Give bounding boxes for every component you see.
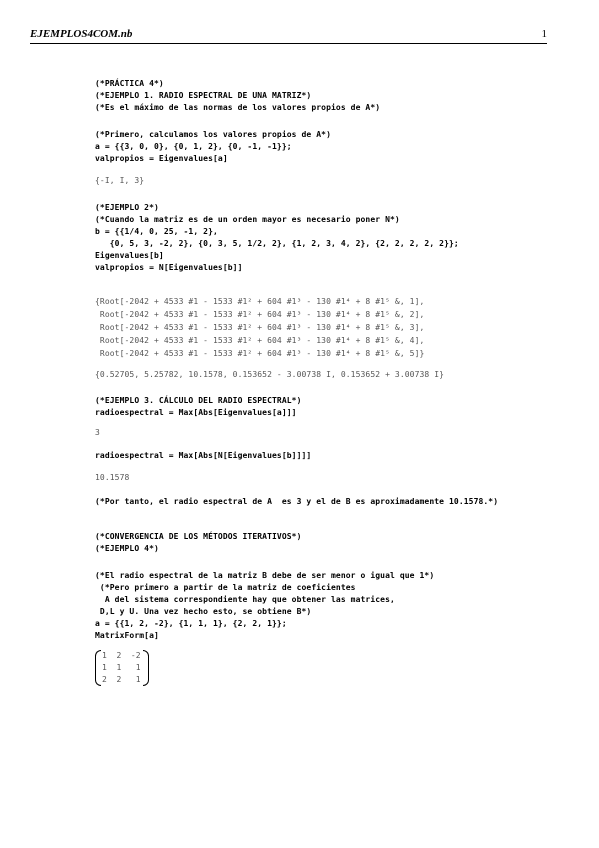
code-line: a = {{1, 2, -2}, {1, 1, 1}, {2, 2, 1}};: [95, 619, 287, 628]
output-line: 10.1578: [95, 473, 130, 482]
code-line: A del sistema correspondiente hay que obtener las matrices,: [95, 595, 395, 604]
code-line: D,L y U. Una vez hecho esto, se obtiene B*): [95, 607, 312, 616]
code-line: (*Es el máximo de las normas de los valores propios de A*): [95, 103, 381, 112]
left-paren: [95, 650, 101, 686]
code-line: (*PRÁCTICA 4*): [95, 79, 164, 88]
code-line: radioespectral = Max[Abs[Eigenvalues[a]]]: [95, 408, 297, 417]
page-number: 1: [541, 28, 547, 40]
code-line: valpropios = N[Eigenvalues[b]]: [95, 263, 243, 272]
notebook-title: EJEMPLOS4COM.nb: [30, 28, 133, 40]
code-line: (*El radio espectral de la matriz B debe de ser menor o igual que 1*): [95, 571, 435, 580]
code-line: radioespectral = Max[Abs[N[Eigenvalues[b]]]]: [95, 451, 312, 460]
right-paren: [143, 650, 149, 686]
output-line: 3: [95, 428, 100, 437]
code-line: (*EJEMPLO 4*): [95, 544, 159, 553]
output-line: Root[-2042 + 4533 #1 - 1533 #1² + 604 #1³ - 130 #1⁴ + 8 #1⁵ &, 3],: [95, 323, 425, 332]
page-header: [30, 28, 547, 42]
output-line: Root[-2042 + 4533 #1 - 1533 #1² + 604 #1³ - 130 #1⁴ + 8 #1⁵ &, 5]}: [95, 349, 425, 358]
code-line: Eigenvalues[b]: [95, 251, 164, 260]
code-line: (*EJEMPLO 3. CÁLCULO DEL RADIO ESPECTRAL*): [95, 396, 302, 405]
code-line: (*EJEMPLO 1. RADIO ESPECTRAL DE UNA MATRIZ*): [95, 91, 312, 100]
header-rule: [30, 43, 547, 44]
code-line: (*Por tanto, el radio espectral de A es 3 y el de B es aproximadamente 10.1578.*): [95, 497, 499, 506]
output-line: {0.52705, 5.25782, 10.1578, 0.153652 - 3.00738 I, 0.153652 + 3.00738 I}: [95, 370, 445, 379]
output-line: {-I, I, 3}: [95, 176, 145, 185]
code-line: (*CONVERGENCIA DE LOS MÉTODOS ITERATIVOS*): [95, 532, 302, 541]
code-line: (*Cuando la matriz es de un orden mayor es necesario poner N*): [95, 215, 400, 224]
code-line: (*Pero primero a partir de la matriz de coeficientes: [95, 583, 356, 592]
code-line: valpropios = Eigenvalues[a]: [95, 154, 228, 163]
code-line: b = {{1/4, 0, 25, -1, 2},: [95, 227, 218, 236]
code-line: MatrixForm[a]: [95, 631, 159, 640]
output-line: {Root[-2042 + 4533 #1 - 1533 #1² + 604 #1³ - 130 #1⁴ + 8 #1⁵ &, 1],: [95, 297, 425, 306]
output-line: Root[-2042 + 4533 #1 - 1533 #1² + 604 #1³ - 130 #1⁴ + 8 #1⁵ &, 2],: [95, 310, 425, 319]
matrix-row: 1 2 -2: [102, 651, 141, 660]
code-line: (*Primero, calculamos los valores propios de A*): [95, 130, 331, 139]
output-line: Root[-2042 + 4533 #1 - 1533 #1² + 604 #1³ - 130 #1⁴ + 8 #1⁵ &, 4],: [95, 336, 425, 345]
code-line: (*EJEMPLO 2*): [95, 203, 159, 212]
matrix-row: 2 2 1: [102, 675, 141, 684]
matrix-output: [95, 650, 149, 686]
code-line: {0, 5, 3, -2, 2}, {0, 3, 5, 1/2, 2}, {1, 2, 3, 4, 2}, {2, 2, 2, 2, 2}};: [95, 239, 459, 248]
code-line: a = {{3, 0, 0}, {0, 1, 2}, {0, -1, -1}};: [95, 142, 292, 151]
matrix-row: 1 1 1: [102, 663, 141, 672]
